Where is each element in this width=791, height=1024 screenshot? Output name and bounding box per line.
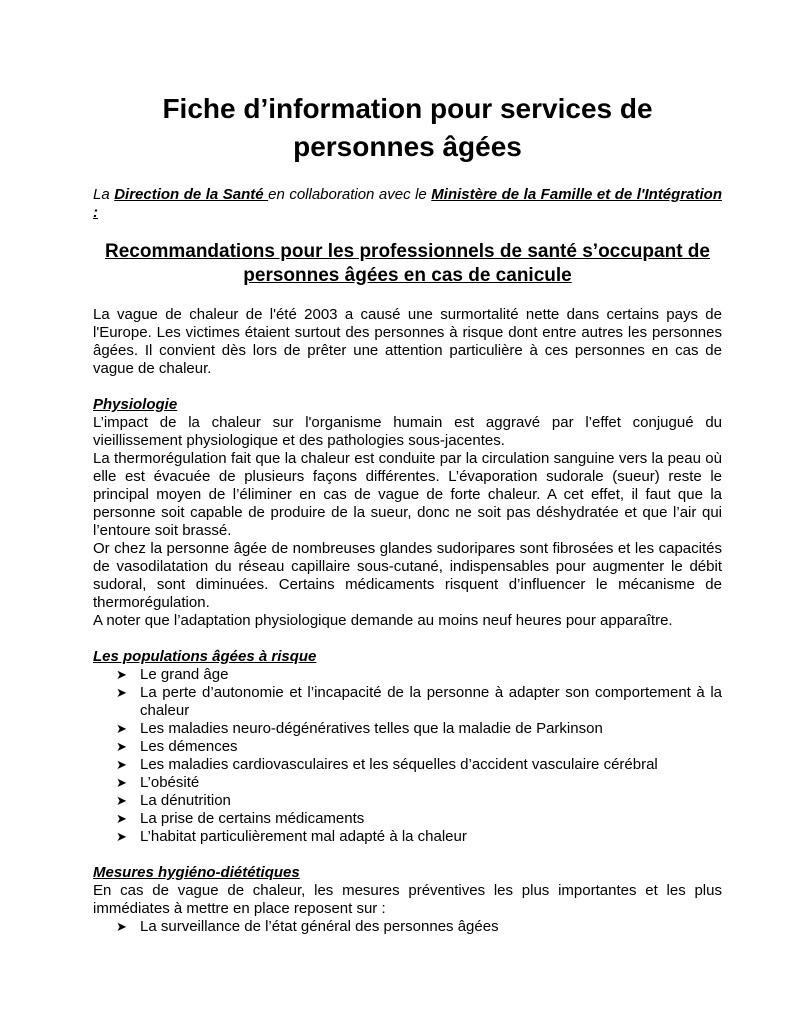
list-item-text: Les maladies neuro-dégénératives telles que la maladie de Parkinson xyxy=(140,720,603,737)
physiologie-paragraph: L’impact de la chaleur sur l'organisme humain est aggravé par l’effet conjugué du vieillissement physiologique et des pathologies sous-jacentes. xyxy=(93,414,722,449)
arrow-bullet-icon: ➤ xyxy=(116,721,127,736)
intro-prefix: La xyxy=(93,186,115,203)
arrow-bullet-icon: ➤ xyxy=(116,775,127,790)
list-item xyxy=(116,792,722,810)
intro-line xyxy=(93,186,722,222)
arrow-bullet-icon: ➤ xyxy=(116,757,127,772)
list-item xyxy=(116,738,722,756)
list-item xyxy=(116,774,722,792)
list-item xyxy=(116,666,722,684)
section-heading-populations: Les populations âgées à risque xyxy=(93,648,317,665)
list-item-text: La prise de certains médicaments xyxy=(140,810,365,827)
arrow-bullet-icon: ➤ xyxy=(116,739,127,754)
populations-list xyxy=(93,666,722,846)
list-item-text: Le grand âge xyxy=(140,666,229,683)
list-item-text: La perte d’autonomie et l’incapacité de la personne à adapter son comportement à la chaleur xyxy=(140,684,722,719)
list-item xyxy=(116,756,722,774)
mesures-paragraph: En cas de vague de chaleur, les mesures préventives les plus importantes et les plus immédiates à mettre en place reposent sur : xyxy=(93,882,722,917)
list-item xyxy=(116,828,722,846)
arrow-bullet-icon: ➤ xyxy=(116,793,127,808)
document-subtitle: Recommandations pour les professionnels de santé s’occupant de personnes âgées en cas de canicule xyxy=(105,241,710,286)
physiologie-paragraph: A noter que l’adaptation physiologique demande au moins neuf heures pour apparaître. xyxy=(93,612,673,629)
list-item xyxy=(116,720,722,738)
arrow-bullet-icon: ➤ xyxy=(116,919,127,934)
physiologie-paragraph: La thermorégulation fait que la chaleur est conduite par la circulation sanguine vers la peau où elle est évacuée de plusieurs façons différentes. L’évaporation sudorale (sueur) reste le principal moyen de l’éliminer en cas de vague de forte chaleur. A cet effet, il faut que la personne soit capable de produire de la sueur, donc ne soit pas déshydratée et que l’air qui l’entoure soit brassé. xyxy=(93,450,722,539)
arrow-bullet-icon: ➤ xyxy=(116,811,127,826)
org-ministere-famille: Ministère de la Famille et de l'Intégration xyxy=(431,186,722,203)
intro-middle: en collaboration avec le xyxy=(268,186,432,203)
list-item-text: Les maladies cardiovasculaires et les séquelles d’accident vasculaire cérébral xyxy=(140,756,658,773)
org-direction-sante: Direction de la Santé xyxy=(114,186,269,203)
physiologie-paragraph: Or chez la personne âgée de nombreuses glandes sudoripares sont fibrosées et les capacités de vasodilatation du réseau capillaire sous-cutané, indispensables pour augmenter le débit sudoral, sont diminuées. Certains médicaments risquent d’influencer le mécanisme de thermorégulation. xyxy=(93,540,722,611)
arrow-bullet-icon: ➤ xyxy=(116,685,127,700)
list-item xyxy=(116,918,722,936)
list-item-text: La dénutrition xyxy=(140,792,231,809)
list-item-text: L’obésité xyxy=(140,774,200,791)
section-heading-mesures: Mesures hygiéno-diététiques xyxy=(93,864,300,881)
intro-paragraph: La vague de chaleur de l'été 2003 a causé une surmortalité nette dans certains pays de l'Europe. Les victimes étaient surtout des personnes à risque dont entre autres les personnes âgées. Il convient dès lors de prêter une attention particulière à ces personnes en cas de vague de chaleur. xyxy=(93,306,722,377)
document-page xyxy=(93,90,722,936)
intro-suffix: : xyxy=(93,204,98,221)
section-heading-physiologie: Physiologie xyxy=(93,396,178,413)
arrow-bullet-icon: ➤ xyxy=(116,667,127,682)
list-item-text: L’habitat particulièrement mal adapté à la chaleur xyxy=(140,828,467,845)
list-item-text: Les démences xyxy=(140,738,238,755)
document-title: Fiche d’information pour services de personnes âgées xyxy=(162,93,653,162)
arrow-bullet-icon: ➤ xyxy=(116,829,127,844)
list-item xyxy=(116,810,722,828)
mesures-list xyxy=(93,918,722,936)
list-item-text: La surveillance de l’état général des personnes âgées xyxy=(140,918,499,935)
list-item xyxy=(116,684,722,720)
